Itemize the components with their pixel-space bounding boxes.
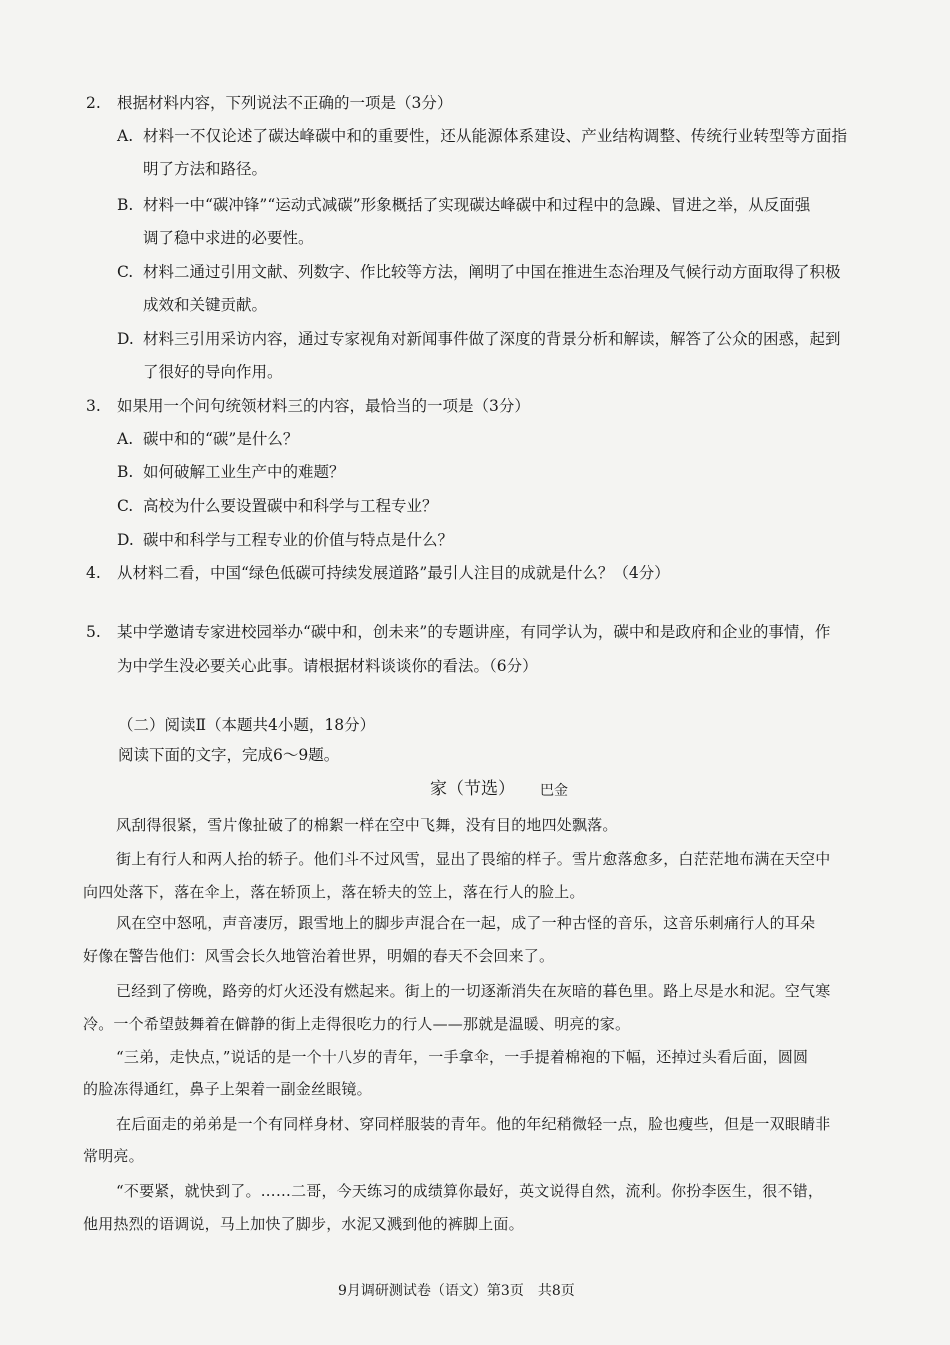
option-text: 材料一中“碳冲锋”“运动式减碳”形象概括了实现碳达峰碳中和过程中的急躁、冒进之举，从反面强	[143, 196, 811, 214]
option-text: 高校为什么要设置碳中和科学与工程专业？	[143, 497, 438, 515]
passage-line: 他用热烈的语调说，马上加快了脚步，水泥又溅到他的裤脚上面。	[83, 1215, 524, 1233]
passage-line: “不要紧，就快到了。……二哥，今天练习的成绩算你最好，英文说得自然，流利。你扮李医生，很不错，	[116, 1182, 824, 1200]
passage-line: 好像在警告他们：风雪会长久地管治着世界，明媚的春天不会回来了。	[83, 947, 555, 965]
question-stem: 从材料二看，中国“绿色低碳可持续发展道路”最引人注目的成就是什么？（4分）	[117, 564, 670, 582]
passage-line: 常明亮。	[83, 1147, 144, 1165]
passage-title: 家（节选）	[430, 779, 515, 799]
option-text: 材料三引用采访内容，通过专家视角对新闻事件做了深度的背景分析和解读，解答了公众的困惑，起到	[143, 330, 841, 348]
passage-line: 冷。一个希望鼓舞着在僻静的街上走得很吃力的行人——那就是温暖、明亮的家。	[83, 1015, 631, 1033]
question-stem: 某中学邀请专家进校园举办“碳中和，创未来”的专题讲座，有同学认为，碳中和是政府和企业的事情，作	[117, 623, 831, 641]
passage-line: 在后面走的弟弟是一个有同样身材、穿同样服装的青年。他的年纪稍微轻一点，脸也瘦些，但是一双眼睛非	[116, 1115, 831, 1133]
option-text: 碳中和的“碳”是什么？	[143, 430, 299, 448]
option-letter: C.	[117, 263, 134, 281]
question-stem: 根据材料内容，下列说法不正确的一项是（3分）	[117, 94, 453, 112]
option-text: 成效和关键贡献。	[143, 296, 268, 314]
section-heading: （二）阅读Ⅱ（本题共4小题，18分）	[118, 716, 376, 734]
passage-line: “三弟，走快点，”说话的是一个十八岁的青年，一手拿伞，一手提着棉袍的下幅，还掉过头看后面，圆圆	[116, 1048, 809, 1066]
passage-line: 街上有行人和两人抬的轿子。他们斗不过风雪，显出了畏缩的样子。雪片愈落愈多，白茫茫地布满在天空中	[116, 850, 831, 868]
passage-line: 向四处落下，落在伞上，落在轿顶上，落在轿夫的笠上，落在行人的脸上。	[83, 883, 585, 901]
option-letter: B.	[117, 196, 134, 214]
passage-author: 巴金	[540, 783, 568, 799]
question-number: 3.	[86, 397, 101, 415]
question-number: 4.	[86, 564, 101, 582]
option-letter: D.	[117, 531, 134, 549]
option-text: 材料一不仅论述了碳达峰碳中和的重要性，还从能源体系建设、产业结构调整、传统行业转型等方面指	[143, 127, 848, 145]
option-letter: D.	[117, 330, 134, 348]
option-letter: A.	[117, 430, 134, 448]
option-text: 了很好的导向作用。	[143, 363, 283, 381]
option-letter: B.	[117, 463, 134, 481]
option-text: 材料二通过引用文献、列数字、作比较等方法，阐明了中国在推进生态治理及气候行动方面取得了积极	[143, 263, 841, 281]
question-number: 2.	[86, 94, 101, 112]
option-text: 碳中和科学与工程专业的价值与特点是什么？	[143, 531, 454, 549]
option-letter: A.	[117, 127, 134, 145]
option-letter: C.	[117, 497, 134, 515]
question-number: 5.	[86, 623, 101, 641]
question-stem: 如果用一个问句统领材料三的内容，最恰当的一项是（3分）	[117, 397, 530, 415]
question-stem: 为中学生没必要关心此事。请根据材料谈谈你的看法。（6分）	[117, 657, 538, 675]
option-text: 如何破解工业生产中的难题？	[143, 463, 345, 481]
passage-line: 风在空中怒吼，声音凄厉，跟雪地上的脚步声混合在一起，成了一种古怪的音乐，这音乐刺痛行人的耳朵	[116, 914, 816, 932]
passage-line: 已经到了傍晚，路旁的灯火还没有燃起来。街上的一切逐渐消失在灰暗的暮色里。路上尽是水和泥。空气寒	[116, 982, 831, 1000]
passage-line: 风刮得很紧，雪片像扯破了的棉絮一样在空中飞舞，没有目的地四处飘落。	[116, 816, 618, 834]
option-text: 调了稳中求进的必要性。	[143, 229, 314, 247]
passage-line: 的脸冻得通红，鼻子上架着一副金丝眼镜。	[83, 1080, 372, 1098]
page-footer: 9月调研测试卷（语文）第3页 共8页	[338, 1283, 575, 1299]
option-text: 明了方法和路径。	[143, 160, 268, 178]
section-instruction: 阅读下面的文字，完成6～9题。	[118, 746, 340, 764]
